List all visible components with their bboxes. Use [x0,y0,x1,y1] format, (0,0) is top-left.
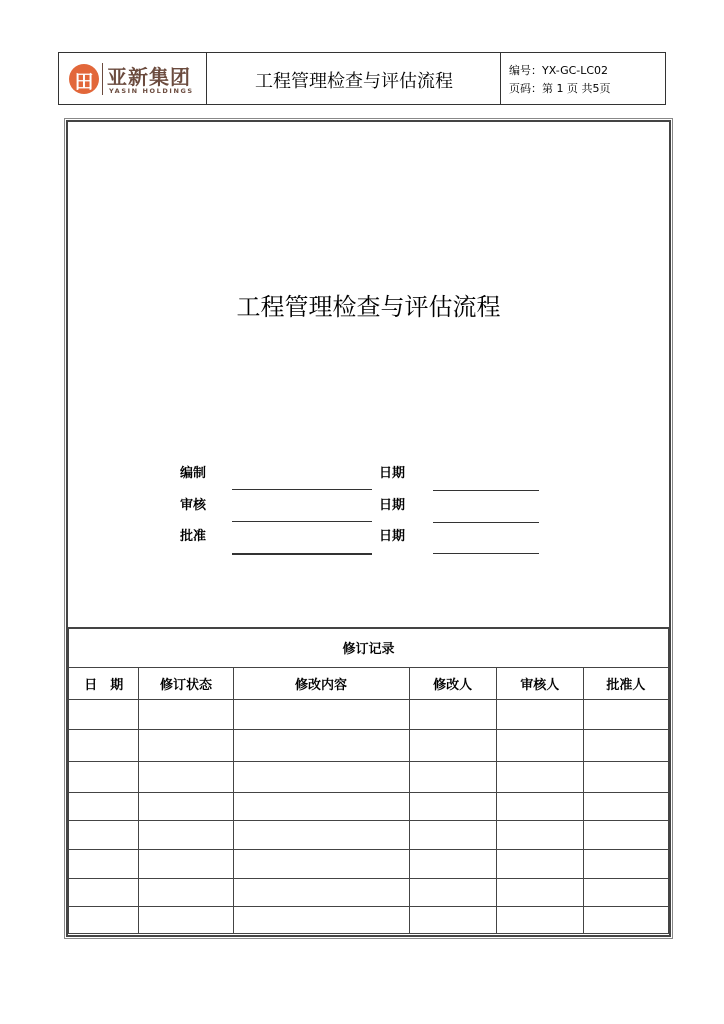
table-cell[interactable] [583,906,668,933]
revision-table [68,627,669,934]
table-cell[interactable] [496,906,583,933]
table-cell[interactable] [233,792,409,820]
table-cell[interactable] [139,792,233,820]
page-header [58,52,666,105]
cover-title: 工程管理检查与评估流程 [236,293,501,321]
date-label: 日期 [379,466,406,481]
table-cell[interactable] [233,878,409,906]
table-cell[interactable] [139,849,233,878]
table-cell[interactable] [583,761,668,792]
signature-line[interactable] [232,521,372,522]
signature-line[interactable] [232,553,372,555]
table-cell[interactable] [496,820,583,849]
table-cell[interactable] [583,820,668,849]
table-cell[interactable] [69,878,139,906]
table-cell[interactable] [233,761,409,792]
table-cell[interactable] [233,849,409,878]
table-cell[interactable] [233,729,409,761]
table-cell[interactable] [233,820,409,849]
page-number: 页码：第 1 页 共5页 [509,82,611,95]
table-cell[interactable] [409,849,496,878]
table-cell[interactable] [409,792,496,820]
table-cell[interactable] [583,729,668,761]
table-cell[interactable] [496,729,583,761]
table-cell[interactable] [496,878,583,906]
field-label: 编制 [180,466,207,481]
table-cell[interactable] [139,906,233,933]
column-header: 审核人 [496,667,583,699]
table-cell[interactable] [583,849,668,878]
table-cell[interactable] [409,878,496,906]
table-cell[interactable] [69,761,139,792]
table-cell[interactable] [139,699,233,729]
revision-title: 修订记录 [69,628,669,667]
date-line[interactable] [433,490,539,491]
table-cell[interactable] [496,792,583,820]
doc-code: 编号：YX-GC-LC02 [509,64,609,77]
table-row [69,729,669,761]
column-header: 修改人 [409,667,496,699]
field-label: 审核 [180,498,207,513]
date-label: 日期 [379,498,406,513]
table-cell[interactable] [409,906,496,933]
table-cell[interactable] [409,820,496,849]
table-cell[interactable] [583,878,668,906]
table-cell[interactable] [583,792,668,820]
table-cell[interactable] [139,878,233,906]
table-row [69,878,669,906]
cover-frame [66,120,671,937]
date-line[interactable] [433,522,539,523]
table-cell[interactable] [496,761,583,792]
table-cell[interactable] [139,729,233,761]
table-cell[interactable] [69,729,139,761]
column-header: 批准人 [583,667,668,699]
table-row [69,792,669,820]
table-cell[interactable] [233,699,409,729]
header-title: 工程管理检查与评估流程 [255,71,453,92]
table-cell[interactable] [409,699,496,729]
table-cell[interactable] [496,699,583,729]
table-cell[interactable] [69,906,139,933]
date-label: 日期 [379,529,406,544]
logo-text: 亚新集团 [107,65,191,89]
table-cell[interactable] [496,849,583,878]
table-cell[interactable] [409,761,496,792]
table-cell[interactable] [69,792,139,820]
table-row [69,699,669,729]
table-cell[interactable] [233,906,409,933]
column-header: 修订状态 [139,667,233,699]
table-row [69,820,669,849]
logo-icon: 田 [69,64,99,94]
field-label: 批准 [180,529,207,544]
table-row [69,906,669,933]
signature-line[interactable] [232,489,372,490]
table-row [69,849,669,878]
table-cell[interactable] [583,699,668,729]
column-header: 修改内容 [233,667,409,699]
table-cell[interactable] [69,849,139,878]
table-cell[interactable] [69,699,139,729]
table-row [69,761,669,792]
table-cell[interactable] [69,820,139,849]
table-cell[interactable] [139,761,233,792]
date-line[interactable] [433,553,539,554]
table-cell[interactable] [409,729,496,761]
table-cell[interactable] [139,820,233,849]
logo-subtext: YASIN HOLDINGS [109,87,194,95]
column-header: 日 期 [69,667,139,699]
